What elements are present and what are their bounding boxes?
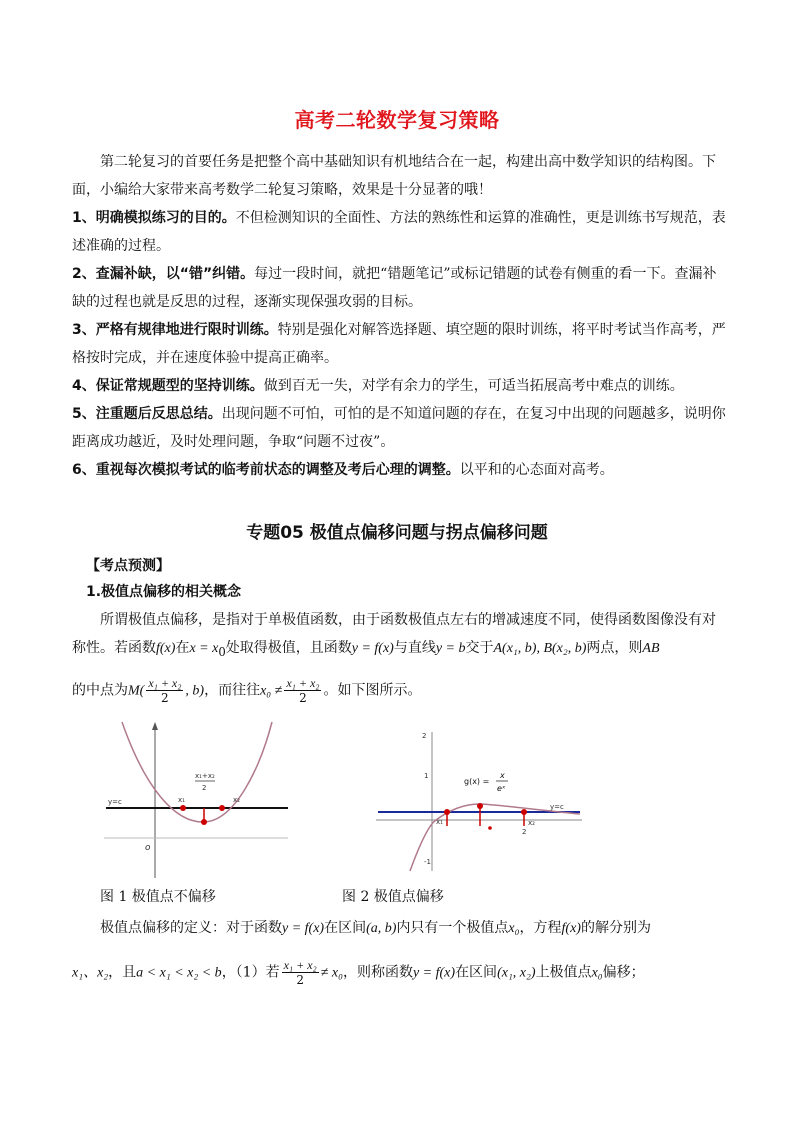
- svg-text:x₂: x₂: [528, 819, 535, 827]
- fraction: $\frac{\text{x₁ + x₂}}{2}$: [148, 676, 182, 705]
- svg-text:o: o: [145, 843, 151, 853]
- list-item: 6、重视每次模拟考试的临考前状态的调整及考后心理的调整。以平和的心态面对高考。: [72, 462, 614, 478]
- subheading: 1.极值点偏移的相关概念: [86, 584, 242, 600]
- figure-1-graph: [100, 718, 290, 880]
- list-item: 3、严格有规律地进行限时训练。特别是强化对解答选择题、填空题的限时训练，将平时考试当作高考，严格按时完成，并在速度体验中提高正确率。: [72, 322, 726, 366]
- figure-2-graph: [372, 728, 584, 873]
- list-item: 1、明确模拟练习的目的。不但检测知识的全面性、方法的熟练性和运算的准确性，更是训练书写规范，表述准确的过程。: [72, 210, 726, 254]
- list-item: 4、保证常规题型的坚持训练。做到百无一失，对学有余力的学生，可适当拓展高考中难点的训练。: [72, 378, 684, 394]
- page-title: 高考二轮数学复习策略: [294, 108, 500, 132]
- intro-paragraph: 第二轮复习的首要任务是把整个高中基础知识有机地结合在一起，构建出高中数学知识的结构图。下面，小编给大家带来高考数学二轮复习策略，效果是十分显著的哦！: [72, 154, 716, 198]
- svg-text:x₁: x₁: [178, 796, 185, 804]
- svg-text:1: 1: [424, 772, 429, 780]
- definition-line-1: 极值点偏移的定义：对于函数y = f(x)在区间(a, b)内只有一个极值点x₀，方程f(x)的解分别为: [100, 920, 651, 936]
- concept-paragraph: 所谓极值点偏移，是指对于单极值函数，由于函数极值点左右的增减速度不同，使得函数图像没有对称性。若函数f(x)在$x = x_0$处取得极值，且函数y = f(x)与直线y = b交于A(x₁, b), B(x₂, b)两点，则AB: [72, 612, 716, 659]
- list-item: 5、注重题后反思总结。出现问题不可怕，可怕的是不知道问题的存在，在复习中出现的问题越多，说明你距离成功越近，及时处理问题，争取“问题不过夜”。: [72, 406, 726, 450]
- svg-text:-1: -1: [424, 858, 431, 866]
- svg-text:eˣ: eˣ: [497, 784, 506, 793]
- fraction: $\frac{\text{x₁ + x₂}}{2}$: [286, 676, 320, 705]
- svg-text:2: 2: [202, 784, 207, 792]
- fraction: $\frac{\text{x₁ + x₂}}{2}$: [283, 958, 317, 987]
- definition-line-2: x₁、x₂，且a < x₁ < x₂ < b，（1）若 $\frac{\text{x₁ + x₂}}{2}$ ≠ x₀，则称函数y = f(x)在区间(x₁, x₂)上极值点x₀偏移；: [72, 958, 645, 987]
- svg-text:x₁+x₂: x₁+x₂: [195, 772, 215, 780]
- svg-text:2: 2: [422, 732, 427, 740]
- figure-2-caption: 图 2 极值点偏移: [342, 889, 444, 905]
- section-label: 【考点预测】: [86, 558, 170, 574]
- svg-text:y=c: y=c: [108, 798, 122, 806]
- list-item: 2、查漏补缺，以“错”纠错。每过一段时间，就把“错题笔记”或标记错题的试卷有侧重的看一下。查漏补缺的过程也就是反思的过程，逐渐实现保强攻弱的目标。: [72, 266, 717, 310]
- svg-text:x: x: [500, 771, 505, 780]
- figure-1-caption: 图 1 极值点不偏移: [100, 889, 216, 905]
- svg-text:g(x) =: g(x) =: [464, 777, 490, 786]
- svg-text:y=c: y=c: [550, 803, 564, 811]
- svg-text:x₁: x₁: [436, 818, 443, 826]
- svg-text:x₂: x₂: [233, 796, 240, 804]
- section-title: 专题05 极值点偏移问题与拐点偏移问题: [246, 523, 548, 543]
- midpoint-line: 的中点为M( $\frac{\text{x₁ + x₂}}{2}$ , b)，而往往x₀ ≠ $\frac{\text{x₁ + x₂}}{2}$ 。如下图所示。: [72, 676, 422, 705]
- svg-text:2: 2: [522, 828, 527, 836]
